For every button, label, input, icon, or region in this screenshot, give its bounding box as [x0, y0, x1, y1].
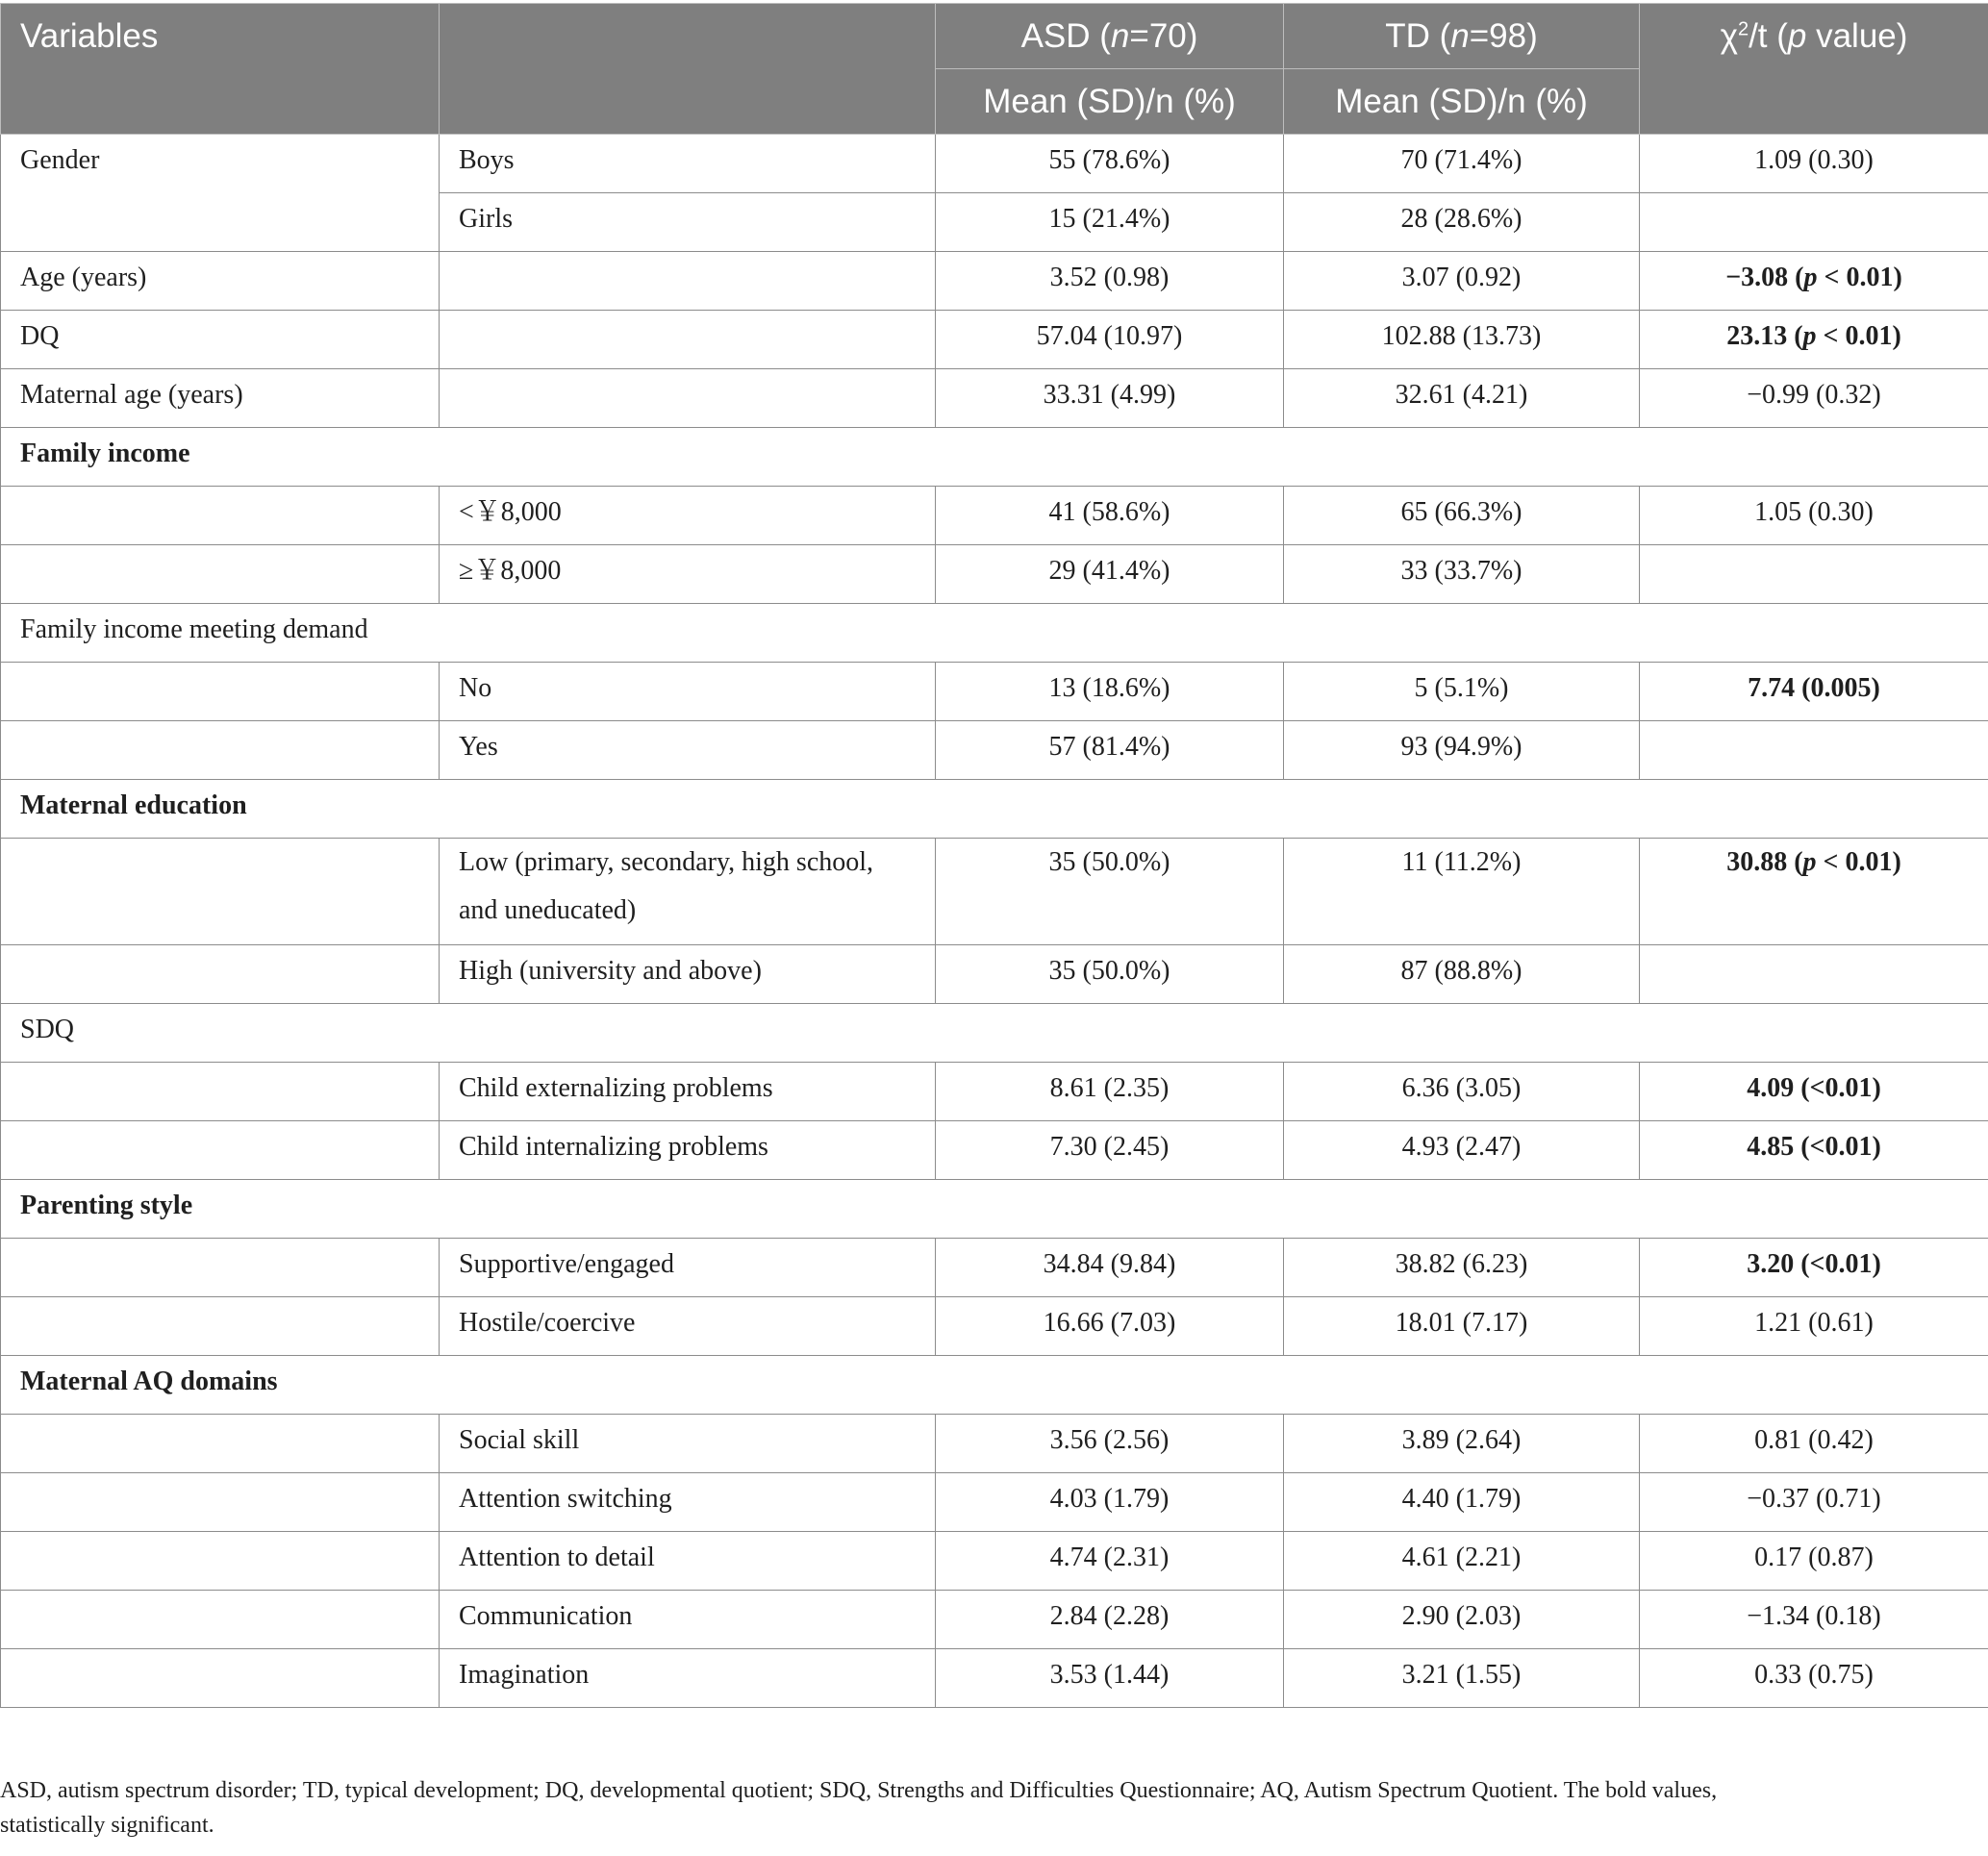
- header-statistic: $\chi^2/t$ (p value): [1640, 4, 1988, 135]
- table-row: [1, 1239, 1988, 1297]
- footnote-line: ASD, autism spectrum disorder; TD, typical development; DQ, developmental quotient; SDQ, Strengths and Difficulties Questionnaire; AQ, Autism Spectrum Quotient. The bold values,: [0, 1778, 1718, 1803]
- cell-stat: −1.34 (0.18): [1640, 1591, 1988, 1649]
- cell-stat: −0.37 (0.71): [1640, 1473, 1988, 1532]
- cell-td: 4.40 (1.79): [1284, 1473, 1640, 1532]
- cell-asd: 33.31 (4.99): [936, 369, 1284, 428]
- table-row: [1, 1063, 1988, 1121]
- cell-asd: 55 (78.6%): [936, 135, 1284, 193]
- row-sublabel: Social skill: [440, 1415, 936, 1473]
- header-asd-sub: Mean (SD)/n (%): [936, 69, 1284, 135]
- cell-asd: 35 (50.0%): [936, 945, 1284, 1004]
- section-row: [1, 1004, 1988, 1063]
- cell-asd: 35 (50.0%): [936, 839, 1284, 945]
- row-label: Maternal age (years): [1, 369, 440, 428]
- cell-stat: 30.88 (p < 0.01): [1640, 839, 1988, 945]
- cell-asd: 3.56 (2.56): [936, 1415, 1284, 1473]
- table-row: [1, 1473, 1988, 1532]
- table-row: [1, 839, 1988, 945]
- cell-stat: 0.17 (0.87): [1640, 1532, 1988, 1591]
- cell-td: 3.07 (0.92): [1284, 252, 1640, 311]
- row-sublabel: Communication: [440, 1591, 936, 1649]
- row-sublabel: Attention to detail: [440, 1532, 936, 1591]
- table-row: [1, 369, 1988, 428]
- cell-stat: [1640, 193, 1988, 252]
- row-sublabel: [440, 311, 936, 369]
- cell-td: 3.89 (2.64): [1284, 1415, 1640, 1473]
- cell-td: 4.93 (2.47): [1284, 1121, 1640, 1180]
- cell-stat: 1.21 (0.61): [1640, 1297, 1988, 1356]
- cell-stat: [1640, 721, 1988, 780]
- table-row: [1, 1532, 1988, 1591]
- section-sdq: SDQ: [1, 1004, 1988, 1063]
- row-sublabel: Hostile/coercive: [440, 1297, 936, 1356]
- cell-asd: 15 (21.4%): [936, 193, 1284, 252]
- row-label: [1, 839, 440, 945]
- row-label: Age (years): [1, 252, 440, 311]
- table-row: [1, 252, 1988, 311]
- header-blank: [440, 4, 936, 135]
- row-label: [1, 1297, 440, 1356]
- cell-td: 70 (71.4%): [1284, 135, 1640, 193]
- row-sublabel: Attention switching: [440, 1473, 936, 1532]
- row-label: [1, 1591, 440, 1649]
- row-label: [1, 1649, 440, 1708]
- table-row: [1, 1121, 1988, 1180]
- table-row: [1, 663, 1988, 721]
- cell-stat: −3.08 (p < 0.01): [1640, 252, 1988, 311]
- section-row: [1, 604, 1988, 663]
- row-sublabel: Child externalizing problems: [440, 1063, 936, 1121]
- row-sublabel: Low (primary, secondary, high school, and uneducated): [440, 839, 936, 945]
- row-label: [1, 721, 440, 780]
- section-row: [1, 1356, 1988, 1415]
- row-label: [1, 487, 440, 545]
- row-label-gender: Gender: [1, 135, 440, 252]
- section-maternal-education: Maternal education: [1, 780, 1988, 839]
- table-row: [1, 311, 1988, 369]
- cell-td: 65 (66.3%): [1284, 487, 1640, 545]
- cell-asd: 57.04 (10.97): [936, 311, 1284, 369]
- footnote-line: statistically significant.: [0, 1813, 214, 1838]
- characteristics-table: [0, 3, 1988, 1708]
- cell-asd: 4.03 (1.79): [936, 1473, 1284, 1532]
- row-label: [1, 663, 440, 721]
- table-row: [1, 1591, 1988, 1649]
- row-label: [1, 1121, 440, 1180]
- cell-stat: 1.09 (0.30): [1640, 135, 1988, 193]
- row-sublabel: Girls: [440, 193, 936, 252]
- cell-asd: 29 (41.4%): [936, 545, 1284, 604]
- row-label: [1, 545, 440, 604]
- cell-td: 11 (11.2%): [1284, 839, 1640, 945]
- row-sublabel: Yes: [440, 721, 936, 780]
- cell-stat: 7.74 (0.005): [1640, 663, 1988, 721]
- table-row: [1, 721, 1988, 780]
- row-label: [1, 1063, 440, 1121]
- section-aq-domains: Maternal AQ domains: [1, 1356, 1988, 1415]
- cell-td: 38.82 (6.23): [1284, 1239, 1640, 1297]
- row-label: [1, 1532, 440, 1591]
- cell-td: 18.01 (7.17): [1284, 1297, 1640, 1356]
- cell-td: 32.61 (4.21): [1284, 369, 1640, 428]
- table-footnote: [0, 1773, 1981, 1843]
- row-label: [1, 1473, 440, 1532]
- cell-asd: 13 (18.6%): [936, 663, 1284, 721]
- header-asd: ASD (n=70): [936, 4, 1284, 69]
- cell-stat: −0.99 (0.32): [1640, 369, 1988, 428]
- cell-stat: 3.20 (<0.01): [1640, 1239, 1988, 1297]
- cell-td: 33 (33.7%): [1284, 545, 1640, 604]
- row-sublabel: [440, 252, 936, 311]
- row-sublabel: [440, 369, 936, 428]
- row-sublabel: High (university and above): [440, 945, 936, 1004]
- cell-asd: 8.61 (2.35): [936, 1063, 1284, 1121]
- row-label: [1, 1415, 440, 1473]
- cell-asd: 16.66 (7.03): [936, 1297, 1284, 1356]
- cell-asd: 2.84 (2.28): [936, 1591, 1284, 1649]
- table-row: [1, 1649, 1988, 1708]
- section-parenting-style: Parenting style: [1, 1180, 1988, 1239]
- cell-stat: [1640, 545, 1988, 604]
- header-variables: Variables: [1, 4, 440, 135]
- cell-asd: 41 (58.6%): [936, 487, 1284, 545]
- cell-td: 28 (28.6%): [1284, 193, 1640, 252]
- section-family-income: Family income: [1, 428, 1988, 487]
- cell-asd: 57 (81.4%): [936, 721, 1284, 780]
- cell-stat: [1640, 945, 1988, 1004]
- section-income-demand: Family income meeting demand: [1, 604, 1988, 663]
- cell-td: 102.88 (13.73): [1284, 311, 1640, 369]
- cell-asd: 3.53 (1.44): [936, 1649, 1284, 1708]
- row-label: [1, 1239, 440, 1297]
- cell-td: 4.61 (2.21): [1284, 1532, 1640, 1591]
- row-label: DQ: [1, 311, 440, 369]
- cell-td: 93 (94.9%): [1284, 721, 1640, 780]
- row-sublabel: No: [440, 663, 936, 721]
- cell-stat: 4.09 (<0.01): [1640, 1063, 1988, 1121]
- table-row: [1, 135, 1988, 193]
- section-row: [1, 428, 1988, 487]
- section-row: [1, 1180, 1988, 1239]
- table-body: [1, 135, 1988, 1708]
- row-sublabel: <￥8,000: [440, 487, 936, 545]
- row-sublabel: Child internalizing problems: [440, 1121, 936, 1180]
- cell-td: 87 (88.8%): [1284, 945, 1640, 1004]
- cell-asd: 7.30 (2.45): [936, 1121, 1284, 1180]
- cell-td: 3.21 (1.55): [1284, 1649, 1640, 1708]
- cell-stat: 1.05 (0.30): [1640, 487, 1988, 545]
- row-sublabel: Imagination: [440, 1649, 936, 1708]
- table-row: [1, 945, 1988, 1004]
- table-row: [1, 1297, 1988, 1356]
- cell-asd: 34.84 (9.84): [936, 1239, 1284, 1297]
- section-row: [1, 780, 1988, 839]
- cell-stat: 0.33 (0.75): [1640, 1649, 1988, 1708]
- cell-td: 6.36 (3.05): [1284, 1063, 1640, 1121]
- row-label: [1, 945, 440, 1004]
- table-row: [1, 545, 1988, 604]
- table-row: [1, 1415, 1988, 1473]
- cell-td: 5 (5.1%): [1284, 663, 1640, 721]
- cell-asd: 4.74 (2.31): [936, 1532, 1284, 1591]
- row-sublabel: Supportive/engaged: [440, 1239, 936, 1297]
- table-header: [1, 4, 1988, 135]
- cell-asd: 3.52 (0.98): [936, 252, 1284, 311]
- cell-stat: 4.85 (<0.01): [1640, 1121, 1988, 1180]
- header-td: TD (n=98): [1284, 4, 1640, 69]
- row-sublabel: Boys: [440, 135, 936, 193]
- cell-td: 2.90 (2.03): [1284, 1591, 1640, 1649]
- cell-stat: 23.13 (p < 0.01): [1640, 311, 1988, 369]
- row-sublabel: ≥￥8,000: [440, 545, 936, 604]
- table-row: [1, 487, 1988, 545]
- header-td-sub: Mean (SD)/n (%): [1284, 69, 1640, 135]
- cell-stat: 0.81 (0.42): [1640, 1415, 1988, 1473]
